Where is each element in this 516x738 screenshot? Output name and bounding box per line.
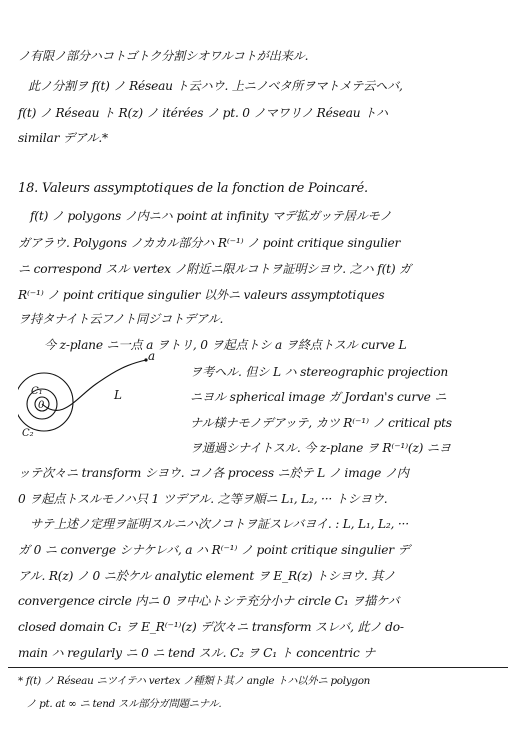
label-origin: 0 bbox=[38, 400, 45, 411]
text-line: ヲ考ヘル. 但シ L ハ stereographic projection bbox=[190, 365, 449, 379]
text-line: ニヨル spherical image ガ Jordan's curve ニ bbox=[190, 390, 447, 404]
text-line: closed domain C₁ ヲ E_R⁽⁻¹⁾(z) デ次々ニ transform スレバ, 此ノ do- bbox=[18, 620, 404, 634]
label-c1: C₁ bbox=[31, 386, 43, 397]
footnote-line: * f(t) ノ Réseau ニツイテハ vertex ノ種類ト其ノ angle トハ以外ニ polygon bbox=[18, 675, 371, 687]
text-line: ニ correspond スル vertex ノ附近ニ限ルコトヲ証明シヨウ. 之ハ f(t) ガ bbox=[18, 262, 412, 276]
curve-figure bbox=[18, 352, 168, 450]
footnote-line: ノ pt. at ∞ ニ tend スル部分ガ問題ニナル. bbox=[26, 698, 222, 710]
text-line: 0 ヲ起点トスルモノハ只 1 ツデアル. 之等ヲ順ニ L₁, L₂, ··· トシヨウ. bbox=[18, 492, 388, 506]
text-line: main ハ regularly ニ 0 ニ tend スル. C₂ ヲ C₁ ト concentric ナ bbox=[18, 646, 376, 660]
curve-l bbox=[42, 360, 146, 410]
text-line: ヲ通過シナイトスル. 今 z-plane ヲ R⁽⁻¹⁾(z) ニヨ bbox=[190, 441, 451, 455]
label-l: L bbox=[114, 388, 122, 402]
text-line: ナル様ナモノデアッテ, カツ R⁽⁻¹⁾ ノ critical pts bbox=[190, 416, 452, 430]
text-line: アル. R(z) ノ 0 ニ於ケル analytic element ヲ E_R(z) トシヨウ. 其ノ bbox=[18, 569, 396, 583]
text-line: ッテ次々ニ transform シヨウ. コノ各 process ニ於テ L ノ image ノ内 bbox=[18, 466, 409, 480]
text-line: 今 z-plane ニ一点 a ヲトリ, 0 ヲ起点トシ a ヲ終点トスル curve L bbox=[44, 338, 407, 352]
text-line: ノ有限ノ部分ハコトゴトク分割シオワルコトが出来ル. bbox=[18, 49, 309, 63]
text-line: ヲ持タナイト云フノト同ジコトデアル. bbox=[18, 312, 224, 326]
text-line: similar デアル.* bbox=[18, 131, 108, 145]
text-line: f(t) ノ Réseau ト R(z) ノ itérées ノ pt. 0 ノマワリノ Réseau トハ bbox=[18, 106, 388, 120]
text-line: ガアラウ. Polygons ノカカル部分ハ R⁽⁻¹⁾ ノ point critique singulier bbox=[18, 236, 401, 250]
text-line: convergence circle 内ニ 0 ヲ中心トシテ充分小ナ circle C₁ ヲ描ケバ bbox=[18, 594, 400, 608]
footnote-divider bbox=[8, 667, 508, 668]
circle-c2 bbox=[18, 373, 73, 431]
text-line: 此ノ分割ヲ f(t) ノ Réseau ト云ハウ. 上ニノベタ所ヲマトメテ云ヘバ, bbox=[28, 79, 403, 93]
text-line: f(t) ノ polygons ノ内ニハ point at infinity マデ拡ガッテ居ルモノ bbox=[30, 209, 392, 223]
text-line: サテ上述ノ定理ヲ証明スルニハ次ノコトヲ証スレバヨイ. : L, L₁, L₂, ··· bbox=[30, 517, 409, 531]
section-heading: 18. Valeurs assymptotiques de la fonction de Poincaré. bbox=[18, 181, 368, 196]
text-line: R⁽⁻¹⁾ ノ point critique singulier 以外ニ valeurs assymptotiques bbox=[18, 288, 385, 302]
text-line: ガ 0 ニ converge シナケレバ, a ハ R⁽⁻¹⁾ ノ point critique singulier デ bbox=[18, 543, 410, 557]
label-a: a bbox=[148, 352, 156, 363]
label-c2: C₂ bbox=[22, 428, 34, 439]
